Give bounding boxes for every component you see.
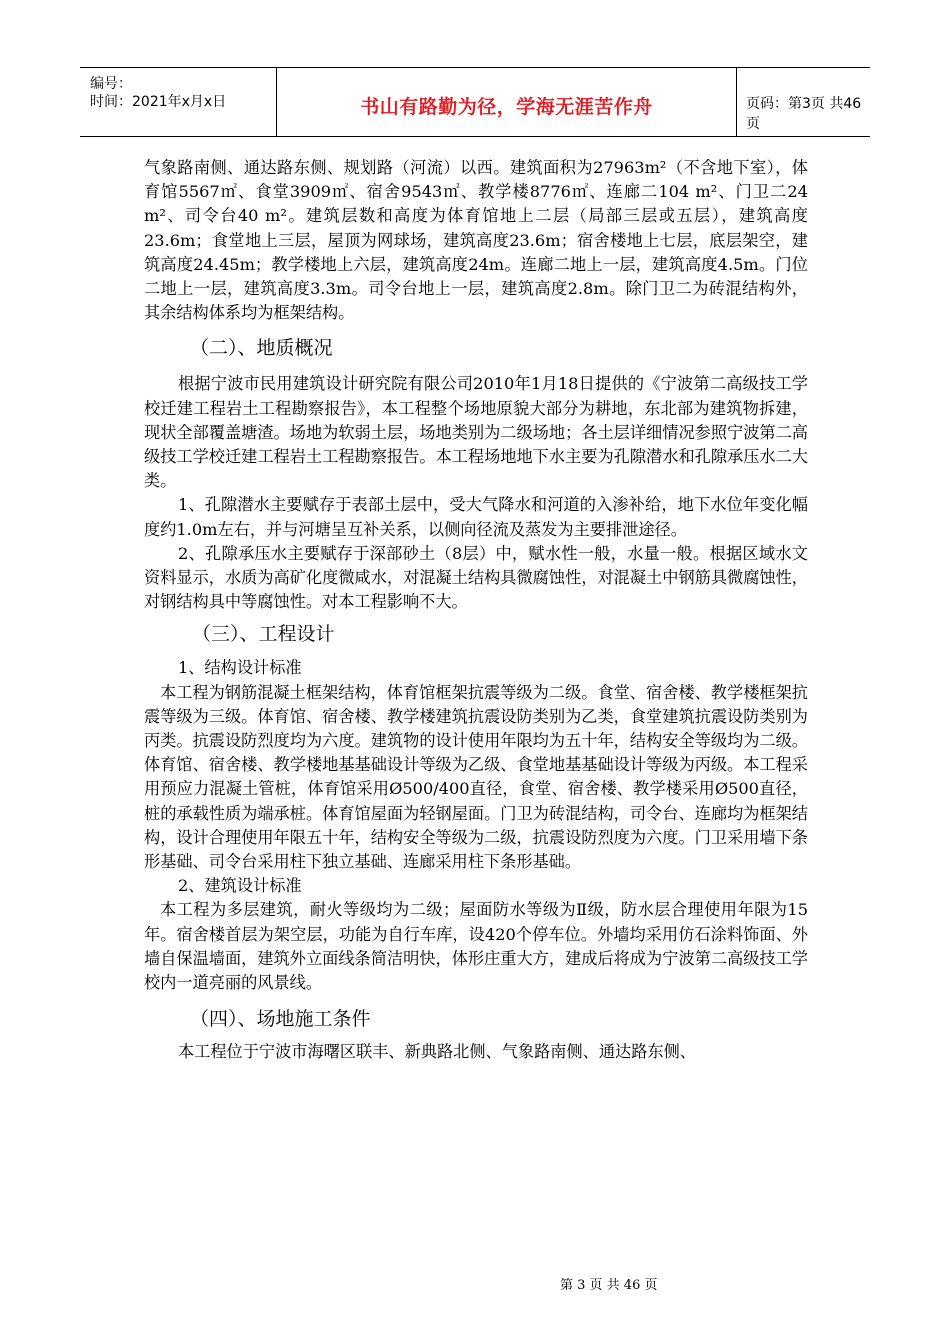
site-paragraph: 本工程位于宁波市海曙区联丰、新典路北侧、气象路南侧、通达路东侧、 bbox=[178, 1042, 696, 1062]
groundwater-paragraph-2: 2、孔隙承压水主要赋存于深部砂土（8层）中，赋水性一般，水量一般。根据区域水文资料显示，水质为高矿化度微咸水，对混凝土结构具微腐蚀性，对混凝土中钢筋具微腐蚀性，对钢结构具中等腐蚀性。对本工程影响不大。 bbox=[144, 543, 808, 612]
header-motto-cell bbox=[277, 68, 737, 136]
document-date: 时间：2021年x月x日 bbox=[90, 94, 227, 110]
structure-paragraph: 本工程为钢筋混凝土框架结构，体育馆框架抗震等级为二级。食堂、宿舍楼、教学楼框架抗震等级为三级。体育馆、宿舍楼、教学楼建筑抗震设防类别为乙类，食堂建筑抗震设防类别为丙类。抗震设防烈度均为六度。建筑物的设计使用年限均为五十年，结构安全等级均为二级。体育馆、宿舍楼、教学楼地基基础设计等级为乙级、食堂地基基础设计等级为丙级。本工程采用预应力混凝土管桩，体育馆采用Ø500/400直径，食堂、宿舍楼、教学楼采用Ø500直径，桩的承载性质为端承桩。体育馆屋面为轻钢屋面。门卫为砖混结构，司令台、连廊均为框架结构，设计合理使用年限五十年，结构安全等级为二级，抗震设防烈度为六度。门卫采用墙下条形基础、司令台采用柱下独立基础、连廊采用柱下条形基础。 bbox=[144, 682, 808, 872]
subheading-architecture: 2、建筑设计标准 bbox=[178, 876, 302, 896]
header-page-info: 页码：第3页 共46页 bbox=[746, 96, 862, 132]
intro-paragraph: 气象路南侧、通达路东侧、规划路（河流）以西。建筑面积为27963m²（不含地下室），体育馆5567㎡、食堂3909㎡、宿舍9543㎡、教学楼8776㎡、连廊二104 m²、门卫二24 m²、司令台40 m²。建筑层数和高度为体育馆地上二层（局部三层或五层），建筑高度23.6m；食堂地上三层，屋顶为网球场，建筑高度23.6m；宿舍楼地上七层，底层架空，建筑高度24.45m；教学楼地上六层，建筑高度24m。连廊二地上一层，建筑高度4.5m。门位二地上一层，建筑高度3.3m。司令台地上一层，建筑高度2.8m。除门卫二为砖混结构外，其余结构体系均为框架结构。 bbox=[144, 158, 808, 323]
header-page-cell bbox=[737, 68, 870, 136]
document-body bbox=[144, 156, 808, 1065]
groundwater-paragraph-1: 1、孔隙潜水主要赋存于表部土层中，受大气降水和河道的入渗补给，地下水位年变化幅度约1.0m左右，并与河塘呈互补关系，以侧向径流及蒸发为主要排泄途径。 bbox=[144, 495, 808, 539]
architecture-paragraph: 本工程为多层建筑，耐火等级均为二级；屋面防水等级为Ⅱ级，防水层合理使用年限为15年。宿舍楼首层为架空层，功能为自行车库，设420个停车位。外墙均采用仿石涂料饰面、外墙自保温墙面，建筑外立面线条简洁明快，体形庄重大方，建成后将成为宁波第二高级技工学校内一道亮丽的风景线。 bbox=[144, 900, 808, 993]
subheading-structure: 1、结构设计标准 bbox=[178, 658, 302, 678]
header-meta-cell bbox=[80, 68, 277, 136]
section-heading-site: （四）、场地施工条件 bbox=[190, 1008, 371, 1031]
section-heading-design: （三）、工程设计 bbox=[192, 623, 335, 646]
page-header bbox=[80, 67, 870, 137]
geology-paragraph: 根据宁波市民用建筑设计研究院有限公司2010年1月18日提供的《宁波第二高级技工学校迁建工程岩土工程勘察报告》，本工程整个场地原貌大部分为耕地，东北部为建筑物拆建，现状全部覆盖塘渣。场地为软弱土层，场地类别为二级场地；各土层详细情况参照宁波第二高级技工学校迁建工程岩土工程勘察报告。本工程场地地下水主要为孔隙潜水和孔隙承压水二大类。 bbox=[144, 374, 808, 491]
document-number: 编号： bbox=[90, 76, 132, 92]
section-heading-geology: （二）、地质概况 bbox=[190, 337, 333, 360]
page-footer: 第 3 页 共 46 页 bbox=[560, 1278, 658, 1293]
header-motto: 书山有路勤为径，学海无涯苦作舟 bbox=[360, 96, 653, 118]
